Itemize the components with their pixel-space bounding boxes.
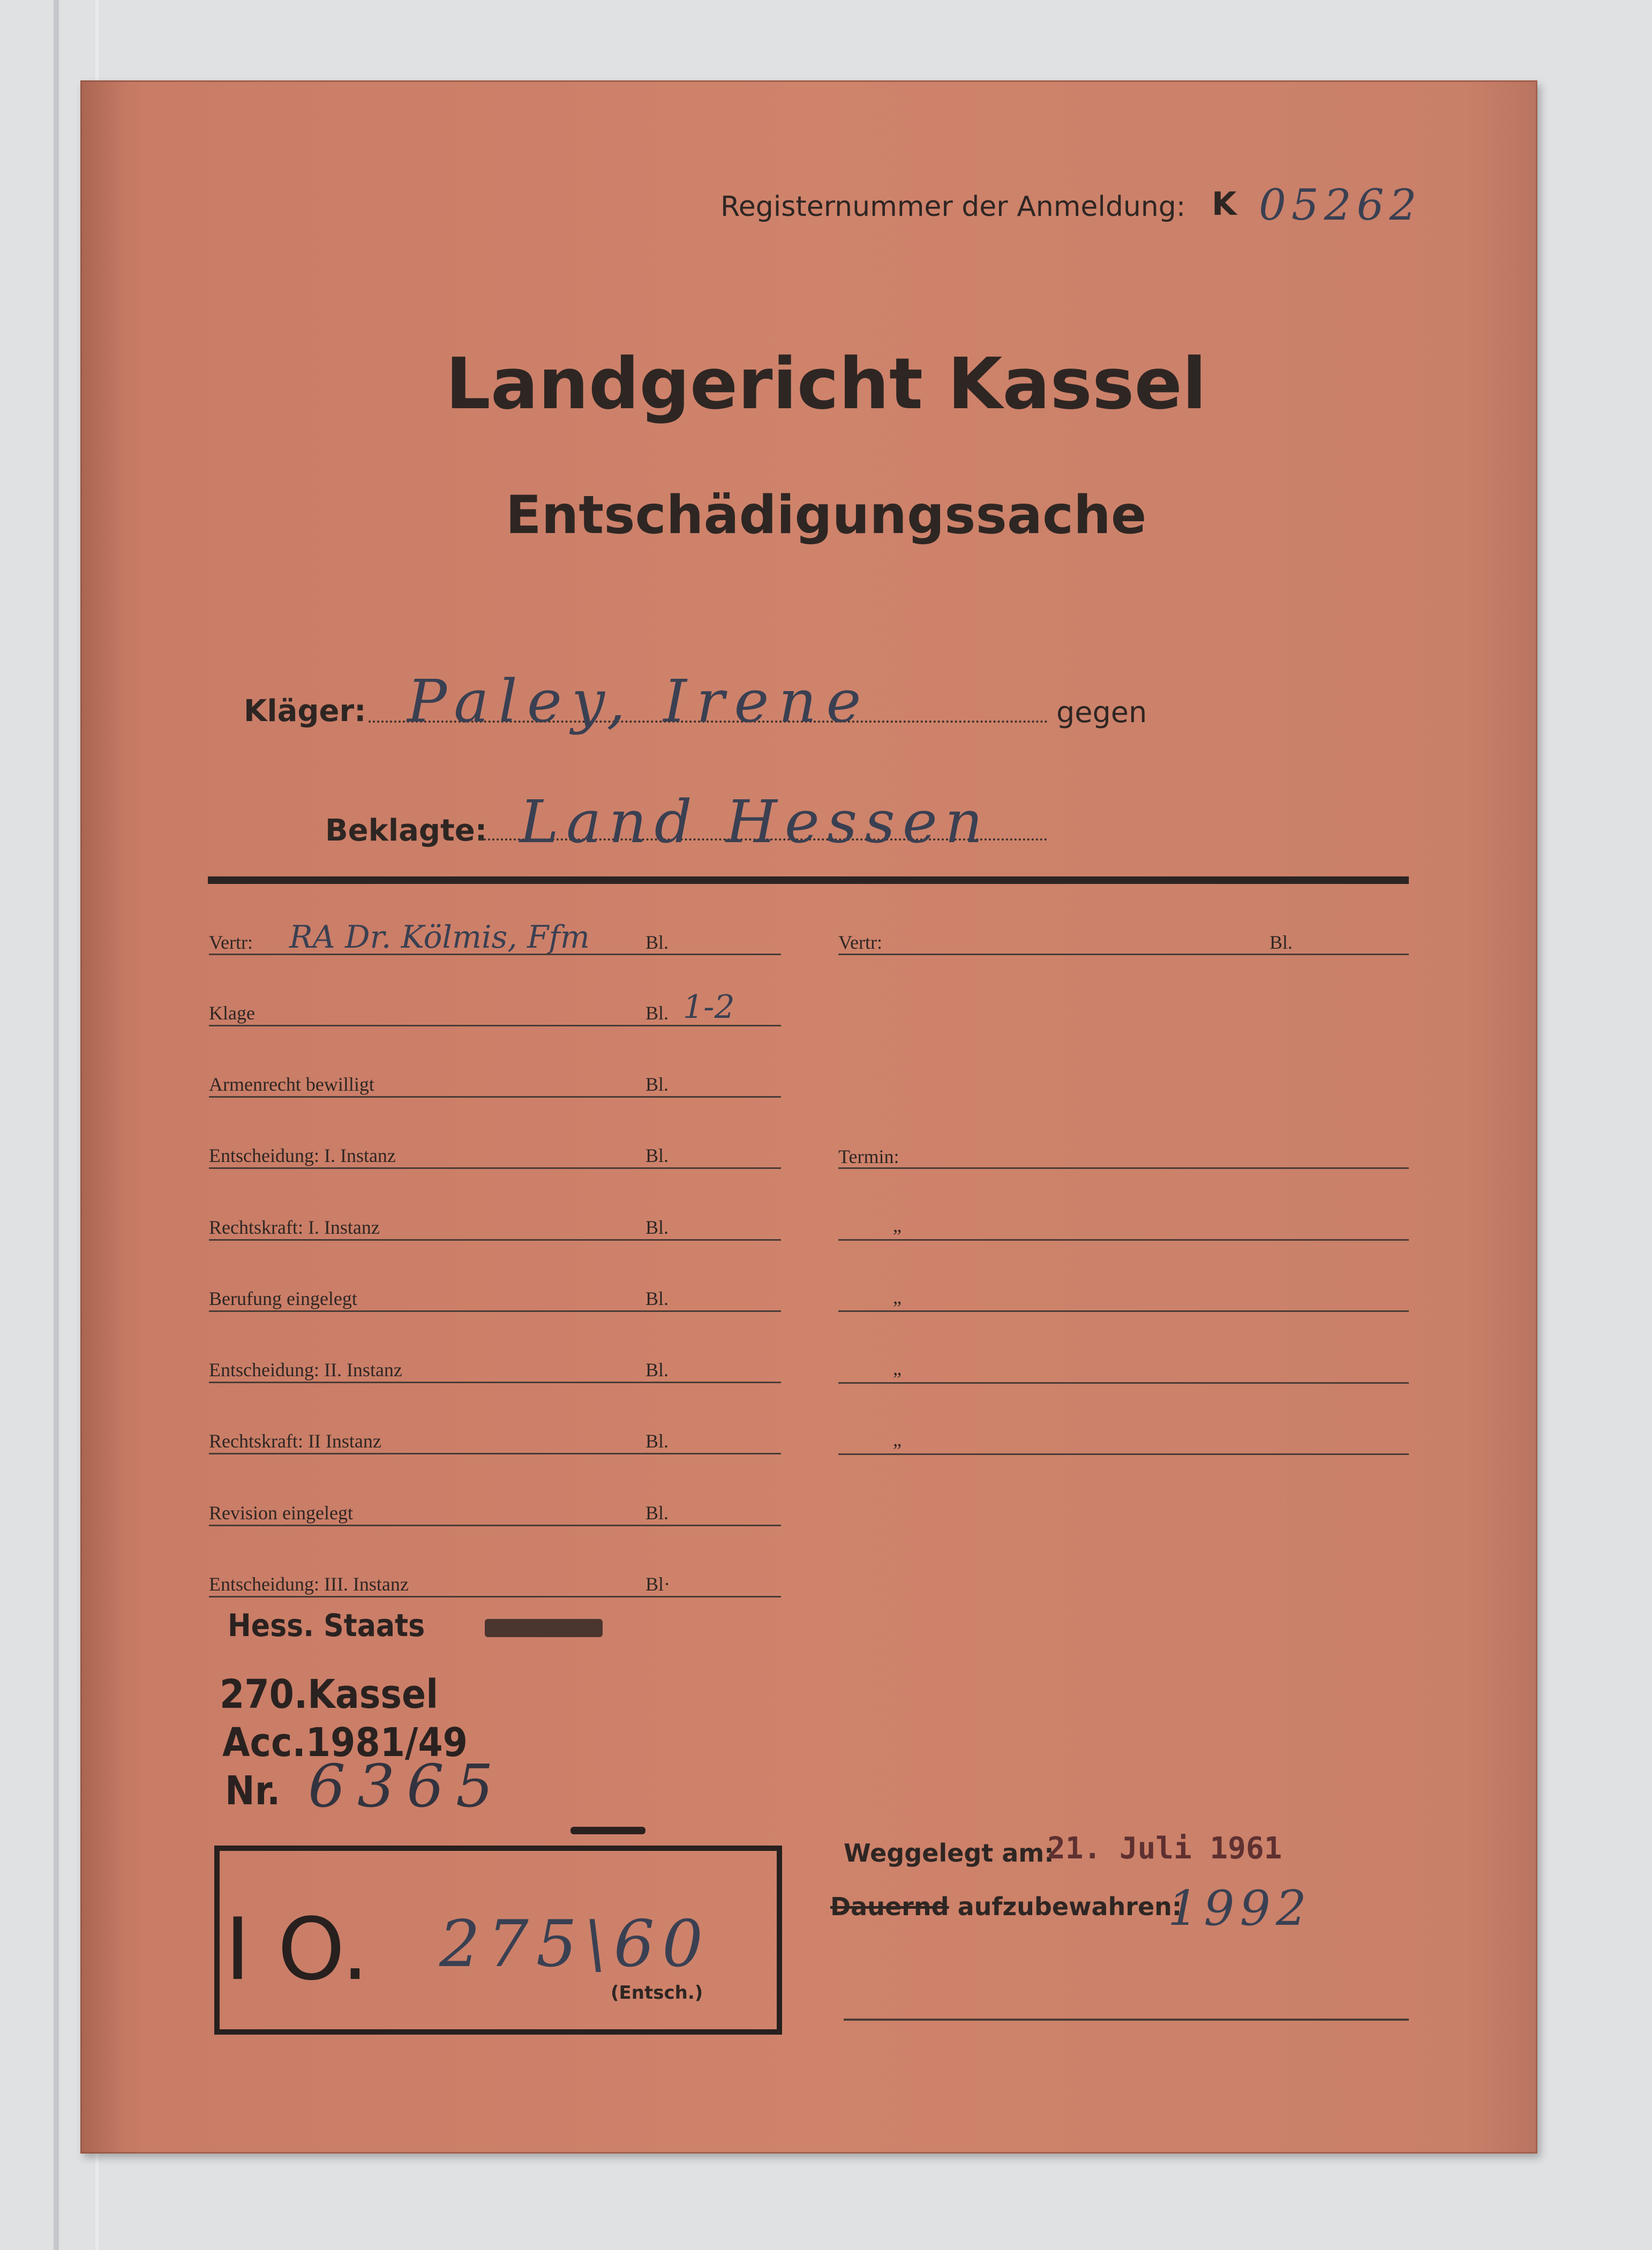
row-bl: Bl. [645, 1288, 669, 1309]
archive-stamp-line1: Hess. Staats [228, 1607, 425, 1644]
row-label-revision: Revision eingelegt [209, 1502, 353, 1524]
row-label-vertr: Vertr: [209, 932, 253, 953]
case-chamber: I O. [225, 1899, 369, 1999]
row-rule [209, 954, 781, 955]
row-rule [209, 1453, 781, 1454]
case-number: 275\60 [439, 1907, 711, 1982]
row-rule [209, 1310, 781, 1312]
archive-stamp-number: 6365 [308, 1752, 505, 1820]
filed-date: 21. Juli 1961 [1047, 1831, 1282, 1866]
row-rule [838, 954, 1409, 955]
retention-label-text: aufzubewahren: [957, 1892, 1182, 1921]
row-rule [209, 1596, 781, 1598]
row-label-entscheidung-2: Entscheidung: II. Instanz [209, 1359, 402, 1381]
row-label-entscheidung-1: Entscheidung: I. Instanz [209, 1145, 396, 1166]
row-bl: Bl. [645, 1145, 669, 1166]
representative-value: RA Dr. Kölmis, Ffm [289, 919, 590, 955]
row-label-armenrecht: Armenrecht bewilligt [209, 1074, 374, 1095]
stamp-smudge [485, 1619, 603, 1637]
row-label-klage: Klage [209, 1002, 255, 1024]
registration-label: Registernummer der Anmeldung: [720, 191, 1186, 223]
row-bl: Bl. [645, 1359, 669, 1381]
ditto-mark: „ [893, 1214, 902, 1236]
signature-line [844, 2019, 1409, 2021]
row-bl: Bl. [645, 1430, 669, 1452]
defendant-value: Land Hessen [520, 788, 990, 856]
defendant-label: Beklagte: [325, 813, 487, 848]
row-rule [838, 1453, 1409, 1455]
row-rule [209, 1382, 781, 1383]
ditto-mark: „ [893, 1429, 902, 1450]
row-rule [209, 1525, 781, 1526]
case-note: (Entsch.) [611, 1982, 703, 2004]
retention-year: 1992 [1168, 1880, 1312, 1937]
case-type-subtitle: Entschädigungssache [505, 485, 1147, 546]
right-vertr-label: Vertr: [838, 932, 882, 953]
row-bl: Bl· [645, 1573, 671, 1595]
scanner-edge [54, 0, 59, 2250]
ditto-mark: „ [893, 1286, 902, 1308]
registration-number: 05262 [1259, 180, 1422, 230]
termin-label: Termin: [838, 1146, 899, 1167]
row-rule [209, 1096, 781, 1098]
row-rule [838, 1382, 1409, 1384]
archive-stamp-line3: Acc.1981/49 [222, 1720, 468, 1766]
struck-word: Dauernd [830, 1892, 949, 1921]
retention-label [830, 1892, 1182, 1921]
row-rule [838, 1239, 1409, 1241]
plaintiff-value: Paley, Irene [407, 667, 871, 736]
row-label-rechtskraft-2: Rechtskraft: II Instanz [209, 1430, 381, 1452]
row-rule [209, 1239, 781, 1241]
row-rule [209, 1167, 781, 1169]
filed-label: Weggelegt am: [844, 1839, 1054, 1868]
archive-stamp-line2: 270.Kassel [220, 1671, 439, 1718]
row-rule [838, 1167, 1409, 1169]
row-label-rechtskraft-1: Rechtskraft: I. Instanz [209, 1217, 380, 1238]
header-separator [208, 876, 1409, 884]
right-vertr-bl: Bl. [1270, 932, 1293, 953]
row-bl: Bl. [645, 1074, 669, 1095]
row-bl: Bl. [645, 932, 669, 953]
registration-prefix: K [1212, 185, 1237, 223]
row-bl: Bl. [645, 1002, 669, 1024]
archive-stamp-number-label: Nr. [225, 1768, 281, 1814]
row-label-berufung: Berufung eingelegt [209, 1288, 357, 1309]
row-rule [838, 1310, 1409, 1312]
plaintiff-label: Kläger: [244, 694, 366, 729]
versus-label: gegen [1056, 695, 1147, 729]
row-bl: Bl. [645, 1502, 669, 1524]
row-bl: Bl. [645, 1217, 669, 1238]
court-title: Landgericht Kassel [445, 343, 1207, 425]
row-rule [209, 1025, 781, 1026]
complaint-pages-value: 1-2 [683, 988, 735, 1026]
ditto-mark: „ [893, 1358, 902, 1379]
stamp-smudge [570, 1827, 645, 1834]
row-label-entscheidung-3: Entscheidung: III. Instanz [209, 1573, 409, 1595]
